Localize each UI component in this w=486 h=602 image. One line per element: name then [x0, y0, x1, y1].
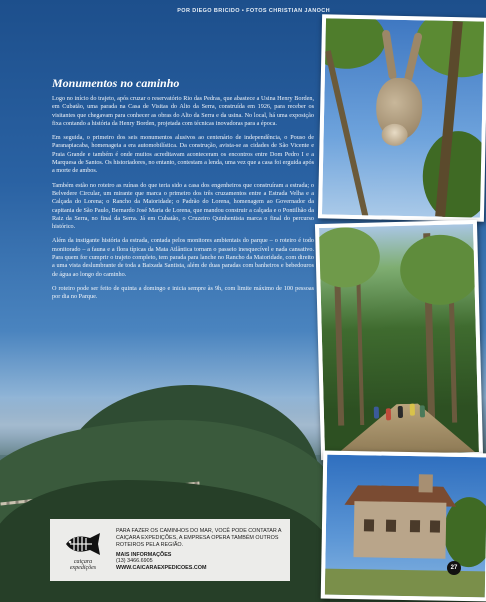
info-website[interactable]: WWW.CAICARAEXPEDICOES.COM: [116, 565, 207, 572]
article-body: [52, 76, 314, 308]
article-paragraph: Em seguida, o primeiro dos seis monumentos alusivos ao centenário de independência, o Pouso de Paranapiacaba, homenageia a era automobilística. Da construção, avista-se as cidades de São Vicente e Praia Grande e também é onde muitos acreditavam aconteceram os encontros entre Dom Pedro I e a Marquesa de Santos. Os historiadores, no entanto, contestam a lenda, uma vez que a casa foi erguida após a morte de ambos.: [52, 134, 314, 175]
article-paragraph: Além da instigante história da estrada, contada pelos monitores ambientais do parque – o roteiro é todo monitorado – a fauna e a flora típicas da Mata Atlântica tornam o passeio inesquecível e nada cansativo. Para quem for cumprir o trajeto completo, tem parada para lanche no Rancho da Maioridade, com direito a uma vista deslumbrante de toda a Baixada Santista, além de duas paradas com banheiros e bebedouros de água ao longo do caminho.: [52, 237, 314, 278]
info-text: [116, 528, 290, 572]
stone-house: [353, 501, 446, 559]
info-phone: (13) 3466.6905: [116, 558, 153, 565]
caicara-logo: [50, 520, 116, 580]
photo-sloth: [318, 14, 486, 221]
article-paragraph: O roteiro pode ser feito de quinta a domingo e inicia sempre às 9h, com limite máximo de 100 pessoas por dia no Parque.: [52, 284, 314, 301]
photo-credits: POR DIEGO BRICIDO • FOTOS CHRISTIAN JANOCH: [177, 8, 330, 14]
photo-trail: [315, 220, 483, 460]
page-number: 27: [447, 561, 461, 575]
article-paragraph: Também estão no roteiro as ruínas do que teria sido a casa dos engenheiros que construíram a estrada; o Belvedere Circular, um mirante que marca o primeiro dos três cruzamentos entre a Estrada Velha e a Calçada do Lorena; o Rancho da Maioridade; o Padrão do Lorena, homenagem ao Governador da capitania de São Paulo, Bernardo José Maria de Lorena, que mandou construir a calçada e o Pontilhão da Raiz da Serra, no final da Serra. Já em Cubatão, o Cruzeiro Quinhentista marca o final do percurso histórico.: [52, 181, 314, 231]
section-heading: Monumentos no caminho: [52, 76, 180, 90]
more-info-label: MAIS INFORMAÇÕES: [116, 551, 172, 558]
logo-text: expedições: [69, 565, 97, 571]
fish-skeleton-icon: [62, 529, 104, 559]
info-box: [50, 519, 290, 581]
photo-stone-house: [321, 451, 486, 602]
logo-text: caiçara: [73, 559, 93, 565]
article-paragraph: Logo no início do trajeto, após cruzar o reservatório Rio das Pedras, que abastece a Usina Henry Borden, em Cubatão, uma parada na Casa de Visitas do Alto da Serra, construída em 1926, para receber os visitantes que chegavam para conhecer as obras do Alto da Serra e da usina. No local, há uma exposição fixa contando a história da Henry Borden, projetada com técnicas inovadoras para a época.: [52, 95, 314, 127]
info-description: PARA FAZER OS CAMINHOS DO MAR, VOCÊ PODE CONTATAR A CAIÇARA EXPEDIÇÕES, A EMPRESA OPERA TAMBÉM OUTROS ROTEIROS PELA REGIÃO.: [116, 528, 282, 548]
